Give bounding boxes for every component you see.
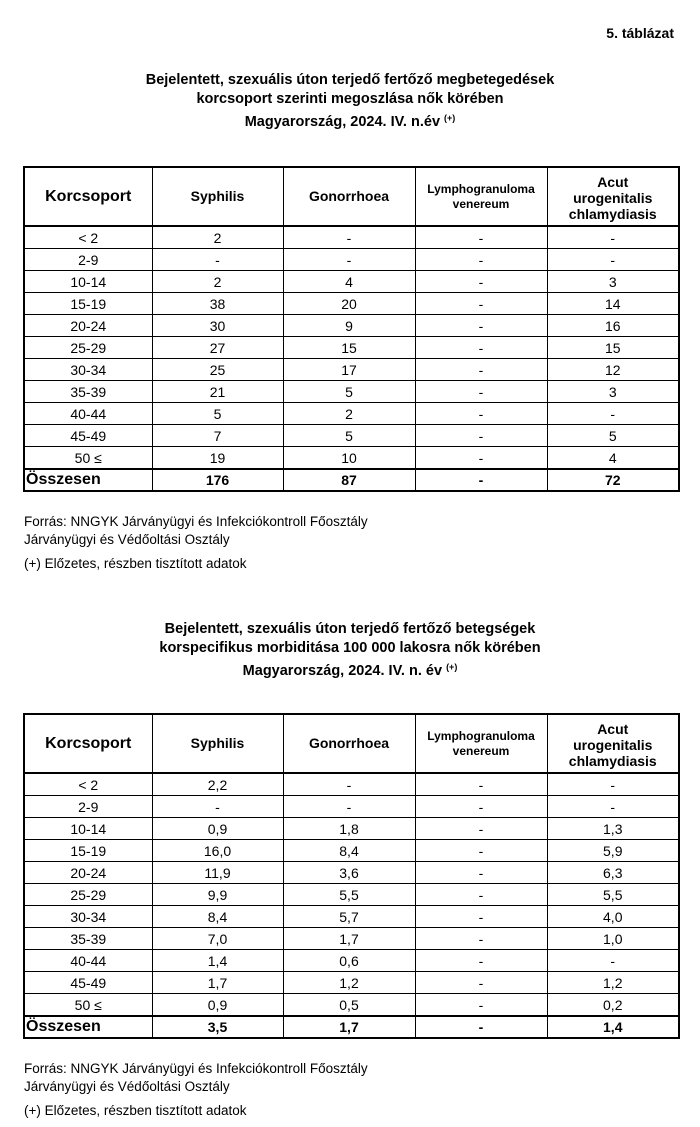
cell-syphilis: 1,7 — [152, 972, 283, 994]
table-row — [24, 994, 679, 1017]
table-row — [24, 359, 679, 381]
table-row — [24, 381, 679, 403]
table2-title-sup: (+) — [446, 662, 458, 672]
cell-syphilis: - — [152, 796, 283, 818]
cell-lgv: - — [415, 271, 547, 293]
table1-title-line3-text: Magyarország, 2024. IV. n.év — [244, 114, 441, 130]
cell-lgv: - — [415, 928, 547, 950]
cell-syphilis: 16,0 — [152, 840, 283, 862]
cell-lgv: - — [415, 447, 547, 470]
cell-syphilis: 27 — [152, 337, 283, 359]
header-acut-line2: urogenitalis — [573, 189, 653, 206]
cell-age: 25-29 — [24, 884, 152, 906]
table1-title-line3 — [0, 109, 700, 132]
table2-body — [24, 773, 679, 1038]
table2-header-row — [24, 714, 679, 773]
cell-lgv: - — [415, 796, 547, 818]
cell-syphilis: 11,9 — [152, 862, 283, 884]
cell-syphilis: - — [152, 249, 283, 271]
table2-title-line2: korspecifikus morbiditása 100 000 lakosra nők körében — [159, 640, 541, 656]
header-acut-line3: chlamydiasis — [568, 205, 657, 222]
cell-gonorrhoea: 17 — [283, 359, 415, 381]
cell-gonorrhoea: 9 — [283, 315, 415, 337]
total-label: Összesen — [24, 1016, 152, 1038]
cell-age: 50 ≤ — [24, 994, 152, 1017]
cell-lgv: - — [415, 359, 547, 381]
total-syphilis: 176 — [152, 469, 283, 491]
cell-age: 15-19 — [24, 840, 152, 862]
cell-gonorrhoea: 15 — [283, 337, 415, 359]
table1-title-line2: korcsoport szerinti megoszlása nők körében — [196, 91, 504, 107]
cell-lgv: - — [415, 293, 547, 315]
table2-title-line3-text: Magyarország, 2024. IV. n. év — [242, 663, 443, 679]
table-row — [24, 447, 679, 470]
cell-acut: - — [547, 773, 679, 796]
cell-acut: - — [547, 796, 679, 818]
cell-acut: - — [547, 226, 679, 249]
total-lgv: - — [415, 469, 547, 491]
cell-gonorrhoea: 10 — [283, 447, 415, 470]
cell-acut: 0,2 — [547, 994, 679, 1017]
header-gonorrhoea: Gonorrhoea — [283, 714, 415, 773]
table-row — [24, 315, 679, 337]
cell-lgv: - — [415, 425, 547, 447]
cell-age: 35-39 — [24, 928, 152, 950]
table1-note: (+) Előzetes, részben tisztított adatok — [24, 556, 247, 571]
table-row — [24, 796, 679, 818]
cell-lgv: - — [415, 884, 547, 906]
table2-source-line2: Járványügyi és Védőoltási Osztály — [24, 1079, 230, 1094]
total-gonorrhoea: 1,7 — [283, 1016, 415, 1038]
cell-syphilis: 30 — [152, 315, 283, 337]
cell-gonorrhoea: 1,7 — [283, 928, 415, 950]
table-row — [24, 972, 679, 994]
cell-age: < 2 — [24, 226, 152, 249]
total-row — [24, 469, 679, 491]
header-lgv-line1: Lymphogranuloma — [427, 728, 535, 743]
header-lgv — [415, 167, 547, 226]
cell-acut: 15 — [547, 337, 679, 359]
cell-age: 45-49 — [24, 425, 152, 447]
cell-lgv: - — [415, 818, 547, 840]
cell-syphilis: 7,0 — [152, 928, 283, 950]
cell-lgv: - — [415, 950, 547, 972]
header-acut-line1: Acut — [597, 173, 629, 190]
table-row — [24, 773, 679, 796]
cell-syphilis: 0,9 — [152, 994, 283, 1017]
cell-gonorrhoea: - — [283, 249, 415, 271]
cell-age: 30-34 — [24, 906, 152, 928]
table1-title-line1: Bejelentett, szexuális úton terjedő fertőző megbetegedések — [145, 72, 555, 88]
table-row — [24, 906, 679, 928]
header-acut-line1: Acut — [597, 720, 629, 737]
cell-syphilis: 21 — [152, 381, 283, 403]
cell-gonorrhoea: 4 — [283, 271, 415, 293]
cell-gonorrhoea: - — [283, 226, 415, 249]
cell-acut: - — [547, 249, 679, 271]
cell-syphilis: 7 — [152, 425, 283, 447]
table1 — [23, 166, 680, 492]
cell-age: 40-44 — [24, 950, 152, 972]
cell-gonorrhoea: 20 — [283, 293, 415, 315]
total-acut: 72 — [547, 469, 679, 491]
cell-acut: 12 — [547, 359, 679, 381]
table2-source — [24, 1060, 368, 1096]
table-row — [24, 249, 679, 271]
header-lgv — [415, 714, 547, 773]
cell-gonorrhoea: 5,5 — [283, 884, 415, 906]
cell-acut: 3 — [547, 271, 679, 293]
header-lgv-line2: venereum — [452, 196, 510, 211]
cell-syphilis: 2 — [152, 226, 283, 249]
table1-title-sup: (+) — [444, 113, 456, 123]
header-acut-line2: urogenitalis — [573, 736, 653, 753]
cell-age: 35-39 — [24, 381, 152, 403]
cell-lgv: - — [415, 994, 547, 1017]
cell-gonorrhoea: 5,7 — [283, 906, 415, 928]
cell-lgv: - — [415, 403, 547, 425]
cell-acut: 3 — [547, 381, 679, 403]
cell-lgv: - — [415, 773, 547, 796]
cell-acut: 1,3 — [547, 818, 679, 840]
header-lgv-line1: Lymphogranuloma — [427, 181, 535, 196]
cell-gonorrhoea: 3,6 — [283, 862, 415, 884]
header-korcsoport: Korcsoport — [24, 714, 152, 773]
table-row — [24, 950, 679, 972]
cell-syphilis: 8,4 — [152, 906, 283, 928]
cell-acut: 16 — [547, 315, 679, 337]
cell-acut: 6,3 — [547, 862, 679, 884]
cell-age: 20-24 — [24, 315, 152, 337]
cell-age: 45-49 — [24, 972, 152, 994]
table1-header-row — [24, 167, 679, 226]
cell-gonorrhoea: - — [283, 796, 415, 818]
cell-lgv: - — [415, 381, 547, 403]
cell-age: 20-24 — [24, 862, 152, 884]
table2-source-line1: Forrás: NNGYK Járványügyi és Infekciókontroll Főosztály — [24, 1061, 368, 1076]
cell-lgv: - — [415, 906, 547, 928]
cell-syphilis: 25 — [152, 359, 283, 381]
cell-lgv: - — [415, 315, 547, 337]
table-row — [24, 226, 679, 249]
header-lgv-line2: venereum — [452, 743, 510, 758]
table-row — [24, 425, 679, 447]
table-row — [24, 293, 679, 315]
total-syphilis: 3,5 — [152, 1016, 283, 1038]
cell-acut: 1,2 — [547, 972, 679, 994]
table-number-label: 5. táblázat — [606, 25, 674, 41]
header-gonorrhoea: Gonorrhoea — [283, 167, 415, 226]
cell-syphilis: 9,9 — [152, 884, 283, 906]
cell-age: < 2 — [24, 773, 152, 796]
header-syphilis: Syphilis — [152, 714, 283, 773]
cell-lgv: - — [415, 226, 547, 249]
cell-acut: 4 — [547, 447, 679, 470]
cell-age: 50 ≤ — [24, 447, 152, 470]
cell-age: 40-44 — [24, 403, 152, 425]
table-row — [24, 271, 679, 293]
table-row — [24, 928, 679, 950]
cell-age: 10-14 — [24, 271, 152, 293]
cell-age: 2-9 — [24, 796, 152, 818]
table-row — [24, 818, 679, 840]
table2-note: (+) Előzetes, részben tisztított adatok — [24, 1103, 247, 1118]
cell-lgv: - — [415, 337, 547, 359]
cell-gonorrhoea: 1,8 — [283, 818, 415, 840]
total-label: Összesen — [24, 469, 152, 491]
total-lgv: - — [415, 1016, 547, 1038]
cell-gonorrhoea: 5 — [283, 425, 415, 447]
table-row — [24, 884, 679, 906]
cell-gonorrhoea: 2 — [283, 403, 415, 425]
cell-age: 10-14 — [24, 818, 152, 840]
table1-source — [24, 513, 368, 549]
cell-syphilis: 2,2 — [152, 773, 283, 796]
cell-lgv: - — [415, 862, 547, 884]
total-gonorrhoea: 87 — [283, 469, 415, 491]
cell-age: 25-29 — [24, 337, 152, 359]
table1-body — [24, 226, 679, 491]
cell-acut: 4,0 — [547, 906, 679, 928]
cell-gonorrhoea: 5 — [283, 381, 415, 403]
table1-source-line1: Forrás: NNGYK Járványügyi és Infekciókontroll Főosztály — [24, 514, 368, 529]
cell-acut: 5,9 — [547, 840, 679, 862]
cell-syphilis: 38 — [152, 293, 283, 315]
cell-gonorrhoea: - — [283, 773, 415, 796]
header-acut — [547, 714, 679, 773]
cell-gonorrhoea: 8,4 — [283, 840, 415, 862]
table1-source-line2: Járványügyi és Védőoltási Osztály — [24, 532, 230, 547]
cell-gonorrhoea: 0,6 — [283, 950, 415, 972]
header-korcsoport: Korcsoport — [24, 167, 152, 226]
cell-syphilis: 2 — [152, 271, 283, 293]
header-acut — [547, 167, 679, 226]
cell-acut: - — [547, 403, 679, 425]
total-row — [24, 1016, 679, 1038]
header-acut-line3: chlamydiasis — [568, 752, 657, 769]
table2 — [23, 713, 680, 1039]
total-acut: 1,4 — [547, 1016, 679, 1038]
header-syphilis: Syphilis — [152, 167, 283, 226]
cell-syphilis: 0,9 — [152, 818, 283, 840]
cell-acut: 1,0 — [547, 928, 679, 950]
cell-acut: 5,5 — [547, 884, 679, 906]
cell-lgv: - — [415, 249, 547, 271]
cell-age: 2-9 — [24, 249, 152, 271]
table2-title-line3 — [0, 658, 700, 681]
cell-lgv: - — [415, 972, 547, 994]
cell-lgv: - — [415, 840, 547, 862]
cell-acut: 14 — [547, 293, 679, 315]
cell-age: 30-34 — [24, 359, 152, 381]
table-row — [24, 403, 679, 425]
table-row — [24, 337, 679, 359]
cell-gonorrhoea: 0,5 — [283, 994, 415, 1017]
cell-syphilis: 19 — [152, 447, 283, 470]
cell-syphilis: 1,4 — [152, 950, 283, 972]
cell-acut: - — [547, 950, 679, 972]
table2-title — [0, 620, 700, 681]
table1-title — [0, 71, 700, 132]
table-row — [24, 840, 679, 862]
table-row — [24, 862, 679, 884]
cell-gonorrhoea: 1,2 — [283, 972, 415, 994]
cell-age: 15-19 — [24, 293, 152, 315]
table2-title-line1: Bejelentett, szexuális úton terjedő fertőző betegségek — [164, 621, 536, 637]
cell-syphilis: 5 — [152, 403, 283, 425]
cell-acut: 5 — [547, 425, 679, 447]
